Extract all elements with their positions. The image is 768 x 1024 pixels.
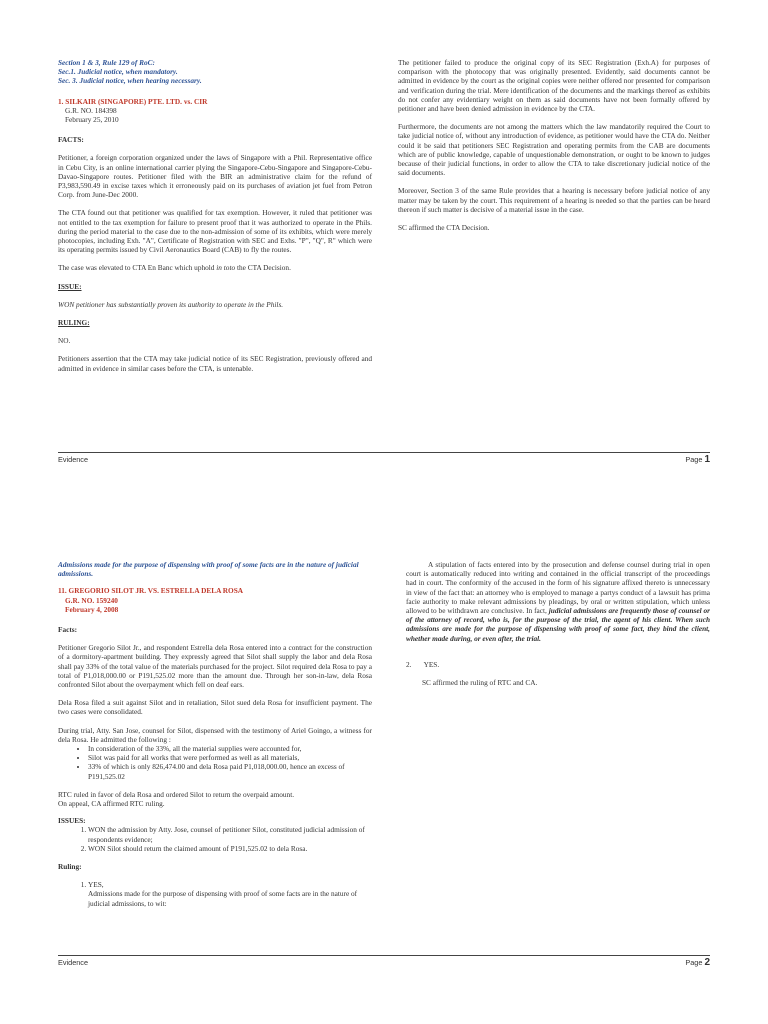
facts-paragraph: Petitioner Gregorio Silot Jr., and respondent Estrella dela Rosa entered into a contract for the construction of a dormitory-apartment building. They expressly agreed that Silot shall supply the labor and dela Rosa shall pay 33% of the total value of the materials purchased for the project. Silot required dela Rosa to pay a total of P1,018,000.00 or P191,525.02 more than the amount due. Through her son-in-law, dela Rosa confronted Silot about the overpayment which fell on deaf ears. (58, 643, 372, 690)
facts-paragraph (58, 790, 372, 808)
page-word: Page (685, 455, 705, 464)
ruling-paragraph: Moreover, Section 3 of the same Rule provides that a hearing is necessary before judicial notice of any matter may be taken by the court. This requirement of a hearing is needed so that the parties can be heard thereon if such matter is decisive of a material issue in the case. (398, 186, 710, 214)
list-item: • Silot was paid for all works that were performed as well as all materials, (88, 753, 372, 762)
issue-text: WON petitioner has substantially proven its authority to operate in the Phils. (58, 299, 284, 309)
ruling-list (58, 880, 372, 908)
ruling-label: RULING: (58, 318, 90, 328)
text-run: The case was elevated to CTA En Banc which uphold (58, 263, 217, 273)
case-date: February 25, 2010 (65, 115, 119, 125)
ruling-paragraph: The petitioner failed to produce the original copy of its SEC Registration (Exh.A) for purposes of comparison with the photocopy that was originally presented. Evidently, said documents cannot be admitted in evidence by the court as the original copies were neither offered nor presented for comparison and verification during the trial. Mere identification of the documents and the markings thereof as exhibits do not confer any evidentiary weight on them as said documents have not been formally offered by petitioner and have been denied admission in evidence by the CTA. (398, 58, 710, 114)
list-item: 2. WON Silot should return the claimed amount of P191,525.02 to dela Rosa. (88, 844, 372, 853)
text-run-bold-italic: judicial admissions are frequently those of counsel or of the attorney of record, who is, for the purpose of the trial, the agent of his client. When such admissions are made for the purpose of dispensing with proof of some fact, they bind the client, whether made during, or even after, the trial. (406, 606, 710, 643)
page2-left-column (58, 560, 372, 917)
case-title: 11. GREGORIO SILOT JR. VS. ESTRELLA DELA ROSA (58, 586, 244, 596)
footer-label: Evidence (58, 958, 89, 967)
page-number (685, 454, 710, 465)
rule-heading-line: Sec.1. Judicial notice, when mandatory. (58, 67, 178, 77)
admissions-list (58, 744, 372, 781)
ruling-paragraph: Petitioners assertion that the CTA may take judicial notice of its SEC Registration, previously offered and admitted in evidence in similar cases before the CTA, is untenable. (58, 354, 372, 373)
page-word: Page (685, 958, 705, 967)
facts-paragraph: Petitioner, a foreign corporation organized under the laws of Singapore with a Phil. Representative office in Cebu City, is an online international carrier plying the Singapore-Cebu-Singapore and Singapore-Cebu-Davao-Singapore routes. Petitioner filed with the BIR an administrative claim for the refund of P3,983,590.49 in excise taxes which it erroneously paid on its purchases of aviation jet fuel from Petron Corp. from June-Dec 2000. (58, 153, 372, 200)
case-title: 1. SILKAIR (SINGAPORE) PTE. LTD. vs. CIR (58, 96, 208, 106)
footer-label: Evidence (58, 455, 89, 464)
text-line: RTC ruled in favor of dela Rosa and ordered Silot to return the overpaid amount. (58, 789, 295, 799)
text-run-italic: in toto (216, 263, 236, 273)
page-num-value: 2 (704, 957, 710, 968)
page1-left-column (58, 58, 372, 382)
list-number: 2. (406, 659, 412, 669)
ruling-answer: NO. (58, 336, 71, 346)
case-gr-number: G.R. NO. 184398 (65, 105, 117, 115)
facts-paragraph: Dela Rosa filed a suit against Silot and in retaliation, Silot sued dela Rosa for insufficient payment. The two cases were consolidated. (58, 698, 372, 717)
disposition-text: SC affirmed the CTA Decision. (398, 223, 490, 233)
list-item: • In consideration of the 33%, all the material supplies were accounted for, (88, 744, 372, 753)
page1-right-column (398, 58, 710, 241)
facts-paragraph (58, 263, 372, 272)
rule-heading-line: Section 1 & 3, Rule 129 of RoC: (58, 58, 155, 67)
facts-label: FACTS: (58, 135, 84, 145)
page-num-value: 1 (704, 454, 710, 465)
case-header (58, 97, 372, 125)
text-run: the CTA Decision. (235, 263, 291, 273)
ruling-item-2 (398, 660, 710, 669)
case-date: February 4, 2008 (65, 604, 119, 614)
ruling-paragraph (398, 560, 710, 643)
document-page-2 (0, 512, 768, 1024)
page-footer (58, 955, 710, 968)
issue-label: ISSUE: (58, 281, 82, 291)
disposition-text: SC affirmed the ruling of RTC and CA. (422, 678, 538, 688)
ruling-answer: 1. YES, (88, 880, 104, 890)
issues-label: ISSUES: (58, 816, 86, 826)
list-item: 1. WON the admission by Atty. Jose, counsel of petitioner Silot, constituted judicial admission of respondents evidence; (88, 825, 372, 843)
ruling-answer: YES. (423, 659, 440, 669)
page-footer (58, 452, 710, 465)
text-line: On appeal, CA affirmed RTC ruling. (58, 799, 165, 809)
page-number (685, 957, 710, 968)
ruling-label: Ruling: (58, 862, 82, 872)
topic-heading: Admissions made for the purpose of dispensing with proof of some facts are in the nature of judicial admissions. (58, 560, 359, 579)
facts-label: Facts: (58, 625, 78, 635)
case-gr-number: G.R. NO. 159240 (65, 595, 118, 605)
rule-heading (58, 58, 372, 86)
issues-list (58, 825, 372, 853)
facts-paragraph: The CTA found out that petitioner was qualified for tax exemption. However, it ruled that petitioner was not entitled to the tax exemption for failure to present proof that it was authorized to operate in the Phils. during the period material to the case due to the non-admission of some of its exhibits, which were merely photocopies, including Exh. "A", Certificate of Registration with SEC and Exhs. "P", "Q", R" which were its operating permits issued by Civil Aeronautics Board (CAB) to fly the routes. (58, 208, 372, 255)
list-item: • 33% of which is only 826,474.00 and dela Rosa paid P1,018,000.00, hence an excess of P191,525.02 (88, 762, 372, 780)
list-item (88, 880, 372, 908)
page2-right-column (398, 560, 710, 696)
ruling-paragraph: Admissions made for the purpose of dispensing with proof of some facts are in the nature of judicial admissions, to wit: (88, 889, 358, 908)
text-run: A stipulation of facts entered into by the prosecution and defense counsel during trial in open court is automatically reduced into writing and contained in the official transcript of the proceedings had in court. The conformity of the accused in the form of his signature affixed thereto is unnecessary in view of the fact that: an attorney who is employed to manage a partys conduct of a lawsuit has prima facie authority to make relevant admissions by pleadings, by oral or written stipulation, which unless allowed to be withdrawn are conclusive. In fact, (406, 560, 710, 616)
rule-heading-line: Sec. 3. Judicial notice, when hearing necessary. (58, 76, 202, 86)
ruling-paragraph: Furthermore, the documents are not among the matters which the law mandatorily required the Court to take judicial notice of, without any introduction of evidence, as petitioner would have the CTA do. Neither could it be said that petitioners SEC Registration and operating permits from the CAB are documents which are of public knowledge, capable of unquestionable demonstration, or ought to be known to judges because of their judicial functions, in order to allow the CTA to take discretionary judicial notice of the said documents. (398, 122, 710, 178)
facts-paragraph: During trial, Atty. San Jose, counsel for Silot, dispensed with the testimony of Ariel Goingo, a witness for dela Rosa. He admitted the following : (58, 725, 372, 744)
case-header (58, 586, 372, 614)
